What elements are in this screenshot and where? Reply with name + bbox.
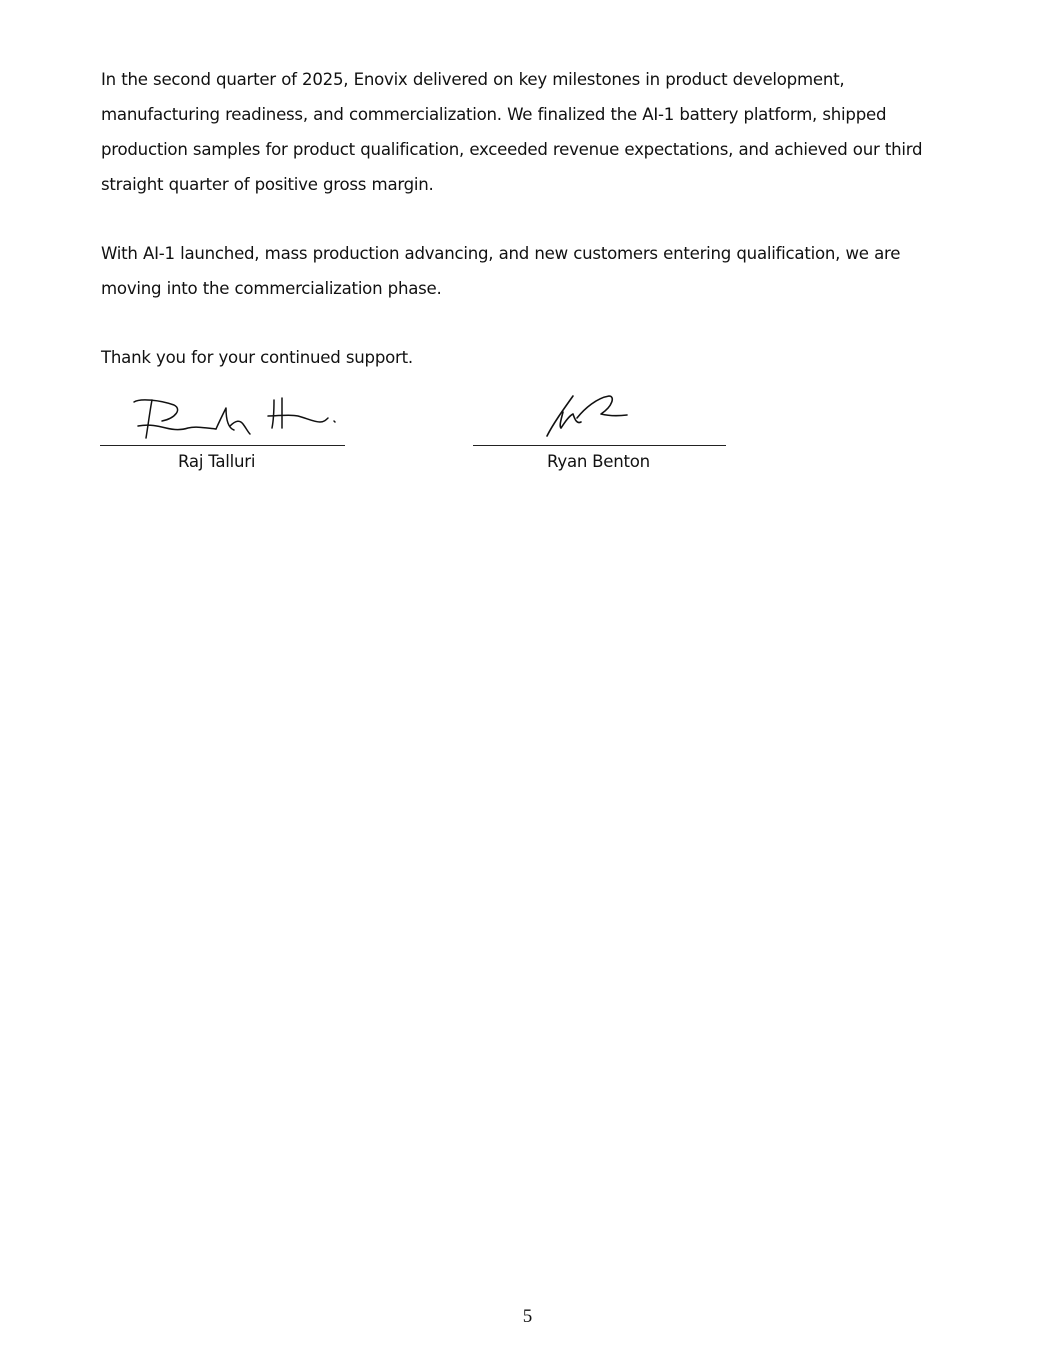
signatory-name: Raj Talluri (178, 452, 256, 471)
handwritten-signature-raj-talluri (100, 388, 345, 444)
body-paragraph-2: With AI-1 launched, mass production advancing, and new customers entering qualification, we are moving into the commercialization phase. (101, 244, 901, 298)
signature-line (473, 445, 726, 446)
signature-line (100, 445, 345, 446)
signature-block-raj-talluri (100, 388, 345, 478)
closing-line: Thank you for your continued support. (101, 348, 413, 367)
page-number: 5 (522, 1306, 533, 1327)
signatory-name: Ryan Benton (547, 452, 650, 471)
handwritten-signature-ryan-benton (473, 388, 726, 444)
body-paragraph-1: In the second quarter of 2025, Enovix delivered on key milestones in product development, manufacturing readiness, and commercialization. We finalized the AI-1 battery platform, shipped production samples for product qualification, exceeded revenue expectations, and achieved our third straight quarter of positive gross margin. (101, 70, 923, 194)
signature-block-ryan-benton (473, 388, 726, 478)
